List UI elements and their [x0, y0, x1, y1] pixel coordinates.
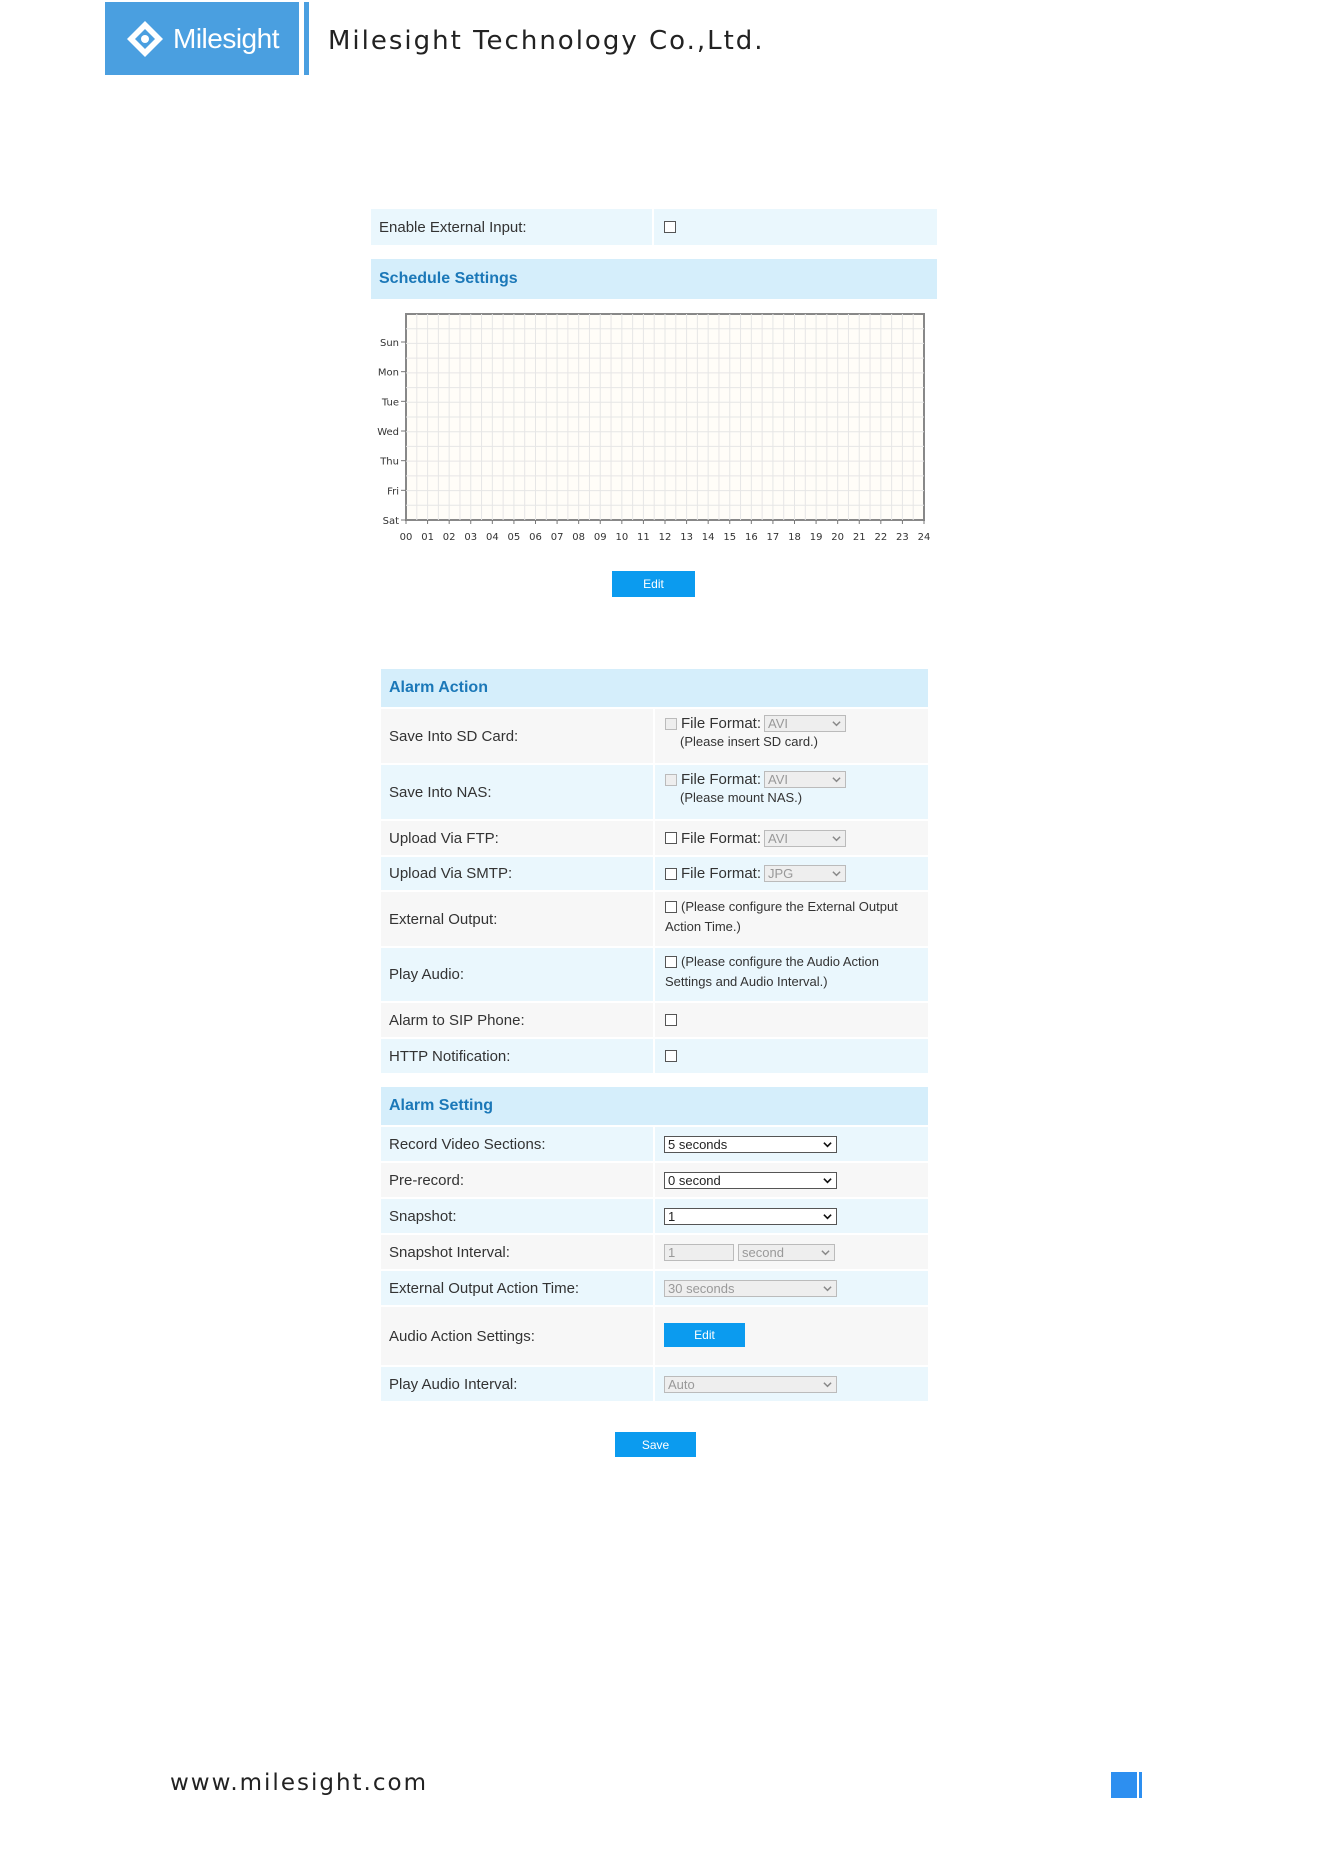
audio-interval-row: [381, 1367, 928, 1401]
http-notification-checkbox[interactable]: [665, 1050, 677, 1062]
chevron-down-icon: [832, 775, 841, 784]
record-video-select[interactable]: 5 seconds: [664, 1136, 837, 1153]
header-divider: [304, 2, 309, 75]
hour-label-11: 11: [637, 532, 650, 543]
chevron-down-icon: [823, 1176, 832, 1185]
record-video-label: Record Video Sections:: [389, 1135, 546, 1153]
pre-record-label: Pre-record:: [389, 1171, 465, 1189]
external-input-checkbox[interactable]: [664, 221, 676, 233]
hour-label-21: 21: [852, 532, 866, 543]
hour-label-02: 02: [442, 532, 456, 543]
schedule-settings-header: Schedule Settings: [371, 259, 937, 299]
hour-label-10: 10: [615, 532, 629, 543]
page-marker-bar: [1139, 1772, 1142, 1798]
chevron-down-icon: [832, 869, 841, 878]
save-sd-format-label: File Format:: [681, 715, 762, 732]
footer-url: www.milesight.com: [170, 1770, 428, 1796]
alarm-setting-header: Alarm Setting: [381, 1087, 928, 1125]
hour-label-01: 01: [421, 532, 434, 543]
hour-label-05: 05: [507, 532, 521, 543]
hour-label-22: 22: [874, 532, 888, 543]
save-nas-checkbox[interactable]: [665, 774, 677, 786]
audio-action-edit-button[interactable]: Edit: [664, 1323, 745, 1347]
upload-ftp-format-label: File Format:: [681, 829, 762, 847]
save-nas-note: (Please mount NAS.): [680, 790, 803, 805]
schedule-grid[interactable]: [370, 306, 940, 552]
audio-interval-label: Play Audio Interval:: [389, 1375, 518, 1393]
chevron-down-icon: [823, 1212, 832, 1221]
http-notification-label: HTTP Notification:: [389, 1047, 511, 1065]
external-input-row: [371, 209, 937, 245]
hour-label-04: 04: [485, 532, 499, 543]
milesight-logo-icon: [125, 19, 165, 59]
hour-label-20: 20: [831, 532, 845, 543]
hour-label-16: 16: [744, 532, 758, 543]
pre-record-select[interactable]: 0 second: [664, 1172, 837, 1189]
page-marker: [1111, 1772, 1137, 1798]
day-label-sun: Sun: [379, 338, 399, 349]
snapshot-select[interactable]: 1: [664, 1208, 837, 1225]
audio-interval-select[interactable]: Auto: [664, 1376, 837, 1393]
audio-action-row: [381, 1307, 928, 1365]
hour-label-00: 00: [399, 532, 413, 543]
snapshot-interval-row: [381, 1235, 928, 1269]
snapshot-label: Snapshot:: [389, 1207, 457, 1225]
hour-label-17: 17: [766, 532, 780, 543]
hour-label-13: 13: [680, 532, 693, 543]
day-label-tue: Tue: [381, 397, 399, 409]
snapshot-interval-label: Snapshot Interval:: [389, 1243, 510, 1261]
hour-label-15: 15: [723, 532, 737, 543]
save-sd-row: [381, 709, 928, 763]
external-input-label: Enable External Input:: [379, 218, 527, 236]
play-audio-row: [381, 948, 928, 1001]
http-notification-row: [381, 1039, 928, 1073]
upload-ftp-row: [381, 821, 928, 855]
brand-logo: [105, 2, 299, 75]
save-nas-row: [381, 765, 928, 819]
external-output-checkbox[interactable]: [665, 901, 677, 913]
chevron-down-icon: [821, 1248, 830, 1257]
alarm-sip-label: Alarm to SIP Phone:: [389, 1011, 525, 1029]
brand-name: Milesight: [173, 22, 279, 54]
upload-ftp-format-select[interactable]: AVI: [764, 830, 846, 847]
hour-label-23: 23: [896, 532, 909, 543]
chevron-down-icon: [823, 1140, 832, 1149]
save-nas-label: Save Into NAS:: [389, 783, 492, 801]
upload-smtp-checkbox[interactable]: [665, 868, 677, 880]
audio-action-label: Audio Action Settings:: [389, 1327, 535, 1345]
upload-smtp-label: Upload Via SMTP:: [389, 865, 513, 882]
external-output-note-2: Action Time.): [665, 919, 741, 934]
hour-label-06: 06: [529, 532, 542, 543]
ext-output-time-label: External Output Action Time:: [389, 1279, 580, 1297]
play-audio-checkbox[interactable]: [665, 956, 677, 968]
save-sd-format-select[interactable]: AVI: [764, 715, 846, 732]
external-output-row: [381, 892, 928, 946]
hour-label-18: 18: [788, 532, 801, 543]
pre-record-row: [381, 1163, 928, 1197]
hour-label-14: 14: [701, 532, 715, 543]
chevron-down-icon: [832, 834, 841, 843]
company-name: Milesight Technology Co.,Ltd.: [328, 26, 765, 56]
day-label-thu: Thu: [380, 456, 399, 468]
external-output-note-1: (Please configure the External Output: [681, 899, 898, 914]
save-sd-label: Save Into SD Card:: [389, 727, 519, 745]
play-audio-label: Play Audio:: [389, 966, 465, 983]
save-button[interactable]: Save: [615, 1432, 696, 1457]
upload-ftp-checkbox[interactable]: [665, 832, 677, 844]
alarm-sip-row: [381, 1003, 928, 1037]
day-label-mon: Mon: [377, 367, 399, 379]
record-video-row: [381, 1127, 928, 1161]
save-nas-format-label: File Format:: [681, 771, 762, 788]
upload-ftp-label: Upload Via FTP:: [389, 829, 499, 847]
day-label-sat: Sat: [382, 516, 399, 527]
play-audio-note-1: (Please configure the Audio Action: [681, 954, 880, 969]
hour-label-12: 12: [658, 532, 672, 543]
schedule-edit-button[interactable]: Edit: [612, 571, 695, 597]
chevron-down-icon: [823, 1284, 832, 1293]
day-label-wed: Wed: [377, 427, 399, 438]
snapshot-interval-unit-select[interactable]: second: [738, 1244, 835, 1261]
alarm-sip-checkbox[interactable]: [665, 1014, 677, 1026]
chevron-down-icon: [823, 1380, 832, 1389]
snapshot-row: [381, 1199, 928, 1233]
snapshot-interval-input[interactable]: 1: [664, 1244, 734, 1261]
play-audio-note-2: Settings and Audio Interval.): [665, 974, 828, 989]
hour-label-08: 08: [572, 532, 586, 543]
hour-label-24: 24: [917, 532, 931, 543]
save-nas-format-select[interactable]: AVI: [764, 771, 846, 788]
upload-smtp-format-select[interactable]: JPG: [764, 865, 846, 882]
ext-output-time-row: [381, 1271, 928, 1305]
hour-label-03: 03: [464, 532, 478, 543]
alarm-action-header: Alarm Action: [381, 669, 928, 707]
day-label-fri: Fri: [387, 486, 399, 498]
hour-label-09: 09: [593, 532, 607, 543]
upload-smtp-row: [381, 857, 928, 890]
chevron-down-icon: [832, 719, 841, 728]
ext-output-time-select[interactable]: 30 seconds: [664, 1280, 837, 1297]
upload-smtp-format-label: File Format:: [681, 865, 762, 882]
external-output-label: External Output:: [389, 910, 498, 928]
save-sd-checkbox[interactable]: [665, 718, 677, 730]
save-sd-note: (Please insert SD card.): [680, 734, 818, 749]
hour-label-07: 07: [550, 532, 564, 543]
hour-label-19: 19: [809, 532, 823, 543]
